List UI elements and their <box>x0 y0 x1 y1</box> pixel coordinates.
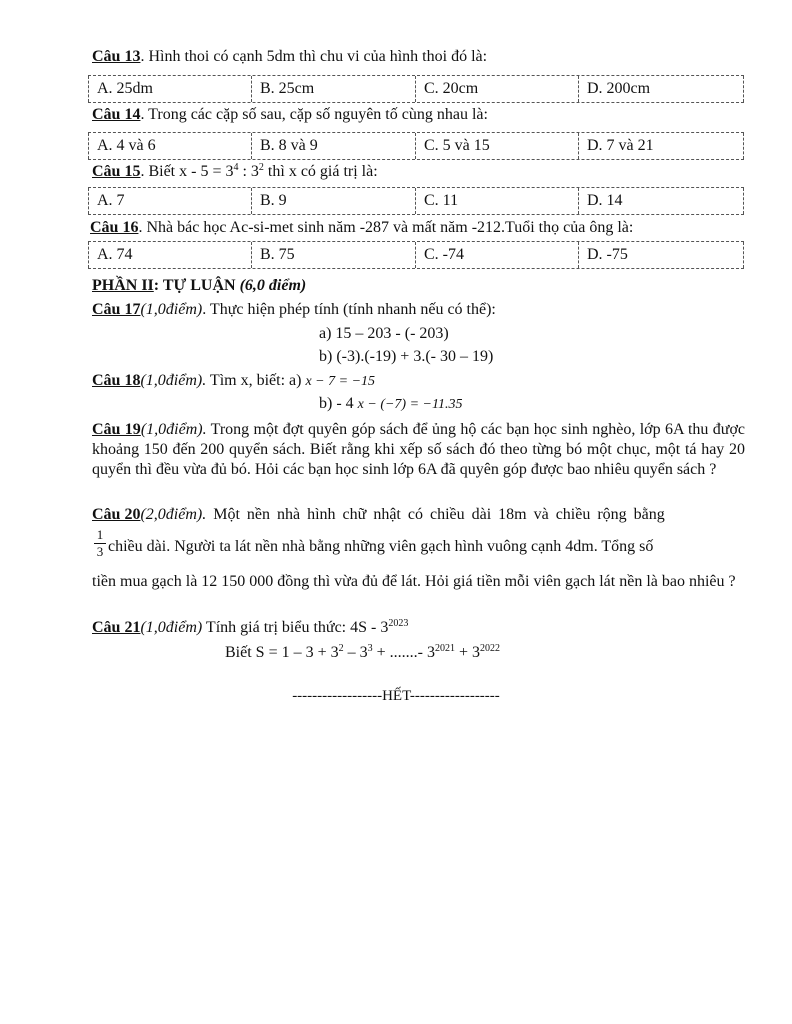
options-row-16 <box>88 241 744 269</box>
options-row-15 <box>88 187 744 215</box>
question-text: : 3 <box>238 163 259 180</box>
part-title: PHẦN II <box>92 277 154 294</box>
q21-given-s <box>225 643 500 663</box>
exponent: 2023 <box>388 618 409 629</box>
part-subtitle: : TỰ LUẬN <box>153 277 240 294</box>
question-17 <box>92 300 496 320</box>
option-d[interactable]: D. 200cm <box>578 76 744 102</box>
option-d[interactable]: D. 14 <box>578 188 744 214</box>
q17-part-b: b) (-3).(-19) + 3.(- 30 – 19) <box>319 348 494 365</box>
question-points: (1,0điểm). <box>140 421 207 438</box>
equation-a: x − 7 = −15 <box>305 374 376 389</box>
question-text: Trong một đợt quyên góp sách để ủng hộ các bạn học sinh nghèo, lớp 6A thu được khoảng 150 đến 200 quyển sách. Biết rằng khi xếp số sách đó theo từng bó một chục, một tá hay 20 quyển thì đều vừa đủ bó. Hỏi các bạn học sinh lớp 6A đã quyên góp được bao nhiêu quyển sách ? <box>92 421 746 478</box>
question-points: (1,0điểm) <box>140 301 203 318</box>
question-text: Tính giá trị biểu thức: 4S - 3 <box>202 619 389 636</box>
s-expression-part: + 3 <box>454 644 480 661</box>
question-18 <box>92 371 375 392</box>
question-number: Câu 21 <box>92 619 141 636</box>
question-text: thì x có giá trị là: <box>263 163 378 180</box>
question-text: . Trong các cặp số sau, cặp số nguyên tố cùng nhau là: <box>140 106 488 123</box>
option-a[interactable]: A. 4 và 6 <box>88 133 251 159</box>
options-row-13 <box>88 75 744 103</box>
question-13 <box>92 47 487 67</box>
option-b[interactable]: B. 9 <box>251 188 415 214</box>
question-20-line-2: chiều dài. Người ta lát nền nhà bằng những viên gạch hình vuông cạnh 4dm. Tổng số <box>108 538 654 555</box>
question-16 <box>90 218 633 238</box>
exponent: 2021 <box>434 643 455 654</box>
question-19 <box>92 420 745 480</box>
question-number: Câu 15 <box>92 163 141 180</box>
question-points: (1,0điểm) <box>140 619 203 636</box>
option-a[interactable]: A. 7 <box>88 188 251 214</box>
part-points: (6,0 điểm) <box>239 277 307 294</box>
q18-part-b <box>319 394 462 415</box>
option-c[interactable]: C. 11 <box>415 188 578 214</box>
question-number: Câu 13 <box>92 48 141 65</box>
s-expression-part: + .......- 3 <box>372 644 435 661</box>
s-expression-part: Biết S = 1 – 3 + 3 <box>225 644 339 661</box>
question-20-line-3: tiền mua gạch là 12 150 000 đồng thì vừa đủ để lát. Hỏi giá tiền mỗi viên gạch lát nền là bao nhiêu ? <box>92 573 736 590</box>
question-text: Một nền nhà hình chữ nhật có chiều dài 18m và chiều rộng bằng <box>206 506 665 523</box>
question-number: Câu 17 <box>92 301 141 318</box>
question-number: Câu 18 <box>92 372 141 389</box>
exponent: 2 <box>338 643 344 654</box>
s-expression-part: – 3 <box>343 644 368 661</box>
exponent: 4 <box>233 162 239 173</box>
option-b[interactable]: B. 8 và 9 <box>251 133 415 159</box>
option-b[interactable]: B. 75 <box>251 242 415 268</box>
option-c[interactable]: C. -74 <box>415 242 578 268</box>
question-number: Câu 20 <box>92 506 141 523</box>
question-number: Câu 16 <box>90 219 139 236</box>
question-20-line-1 <box>92 505 745 525</box>
question-number: Câu 14 <box>92 106 141 123</box>
exponent: 3 <box>367 643 373 654</box>
option-a[interactable]: A. 74 <box>88 242 251 268</box>
question-text: . Hình thoi có cạnh 5dm thì chu vi của hình thoi đó là: <box>140 48 488 65</box>
options-row-14 <box>88 132 744 160</box>
part-b-label: b) - 4 <box>319 395 358 412</box>
question-number: Câu 19 <box>92 421 141 438</box>
question-21 <box>92 618 408 638</box>
question-text: . Biết x - 5 = 3 <box>140 163 234 180</box>
option-d[interactable]: D. -75 <box>578 242 744 268</box>
part-2-heading <box>92 276 306 296</box>
question-14 <box>92 105 488 125</box>
fraction-numerator: 1 <box>96 527 104 542</box>
fraction-denominator: 3 <box>96 544 104 559</box>
exponent: 2022 <box>480 643 500 654</box>
option-a[interactable]: A. 25dm <box>88 76 251 102</box>
exponent: 2 <box>258 162 264 173</box>
q17-part-a: a) 15 – 203 - (- 203) <box>319 325 449 342</box>
question-text: . Thực hiện phép tính (tính nhanh nếu có thể): <box>202 301 496 318</box>
equation-b: x − (−7) = −11.35 <box>357 397 463 412</box>
option-b[interactable]: B. 25cm <box>251 76 415 102</box>
option-c[interactable]: C. 5 và 15 <box>415 133 578 159</box>
option-d[interactable]: D. 7 và 21 <box>578 133 744 159</box>
question-points: (2,0điểm). <box>140 506 207 523</box>
question-points: (1,0điểm). <box>140 372 207 389</box>
question-text: Tìm x, biết: a) <box>206 372 306 389</box>
fraction-one-third <box>94 528 106 559</box>
end-marker: ------------------HẾT------------------ <box>292 688 500 704</box>
option-c[interactable]: C. 20cm <box>415 76 578 102</box>
question-15 <box>92 162 378 182</box>
question-text: . Nhà bác học Ac-si-met sinh năm -287 và mất năm -212.Tuổi thọ của ông là: <box>138 219 634 236</box>
